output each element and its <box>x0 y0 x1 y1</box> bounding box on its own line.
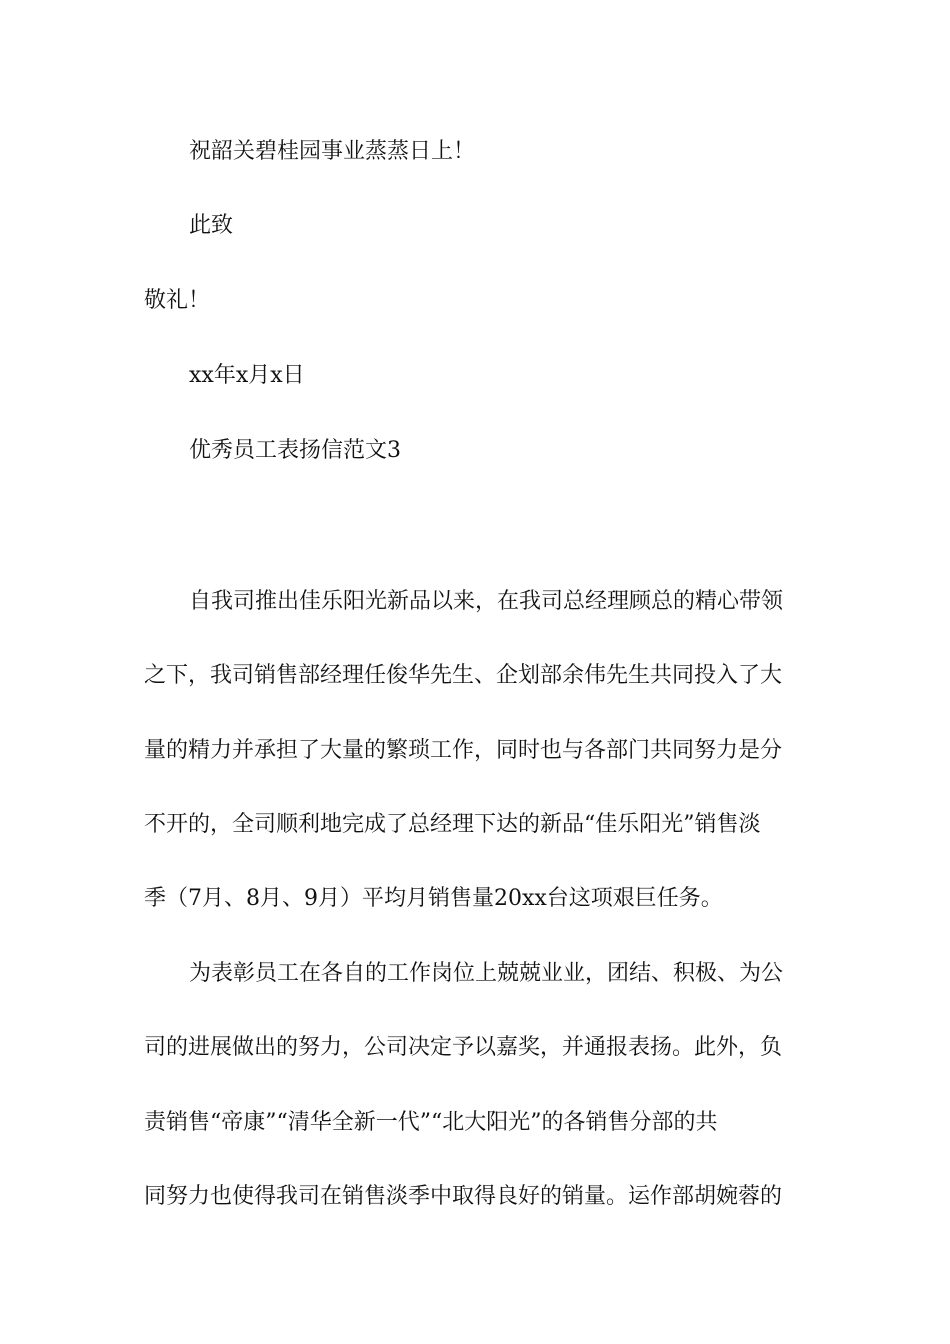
paragraph-1-line-5: 季（7月、8月、9月）平均月销售量20xx台这项艰巨任务。 <box>144 886 723 911</box>
paragraph-2-line-3: 责销售“帝康”“清华全新一代”“北大阳光”的各销售分部的共 <box>144 1110 718 1135</box>
closing-regards-2: 敬礼！ <box>144 288 211 313</box>
paragraph-2-line-4: 同努力也使得我司在销售淡季中取得良好的销量。运作部胡婉蓉的 <box>144 1184 783 1209</box>
closing-date: xx年x月x日 <box>189 363 305 388</box>
closing-wish: 祝韶关碧桂园事业蒸蒸日上！ <box>189 139 476 164</box>
paragraph-1-line-3: 量的精力并承担了大量的繁琐工作，同时也与各部门共同努力是分 <box>144 738 783 763</box>
paragraph-1-line-2: 之下，我司销售部经理任俊华先生、企划部余伟先生共同投入了大 <box>144 663 783 688</box>
closing-regards-1: 此致 <box>189 213 234 238</box>
paragraph-1-line-1: 自我司推出佳乐阳光新品以来，在我司总经理顾总的精心带领 <box>189 589 784 614</box>
section-title: 优秀员工表扬信范文3 <box>189 438 401 463</box>
paragraph-2-line-2: 司的进展做出的努力，公司决定予以嘉奖，并通报表扬。此外，负 <box>144 1035 783 1060</box>
paragraph-2-line-1: 为表彰员工在各自的工作岗位上兢兢业业，团结、积极、为公 <box>189 961 784 986</box>
paragraph-1-line-4: 不开的，全司顺利地完成了总经理下达的新品“佳乐阳光”销售淡 <box>144 812 761 837</box>
